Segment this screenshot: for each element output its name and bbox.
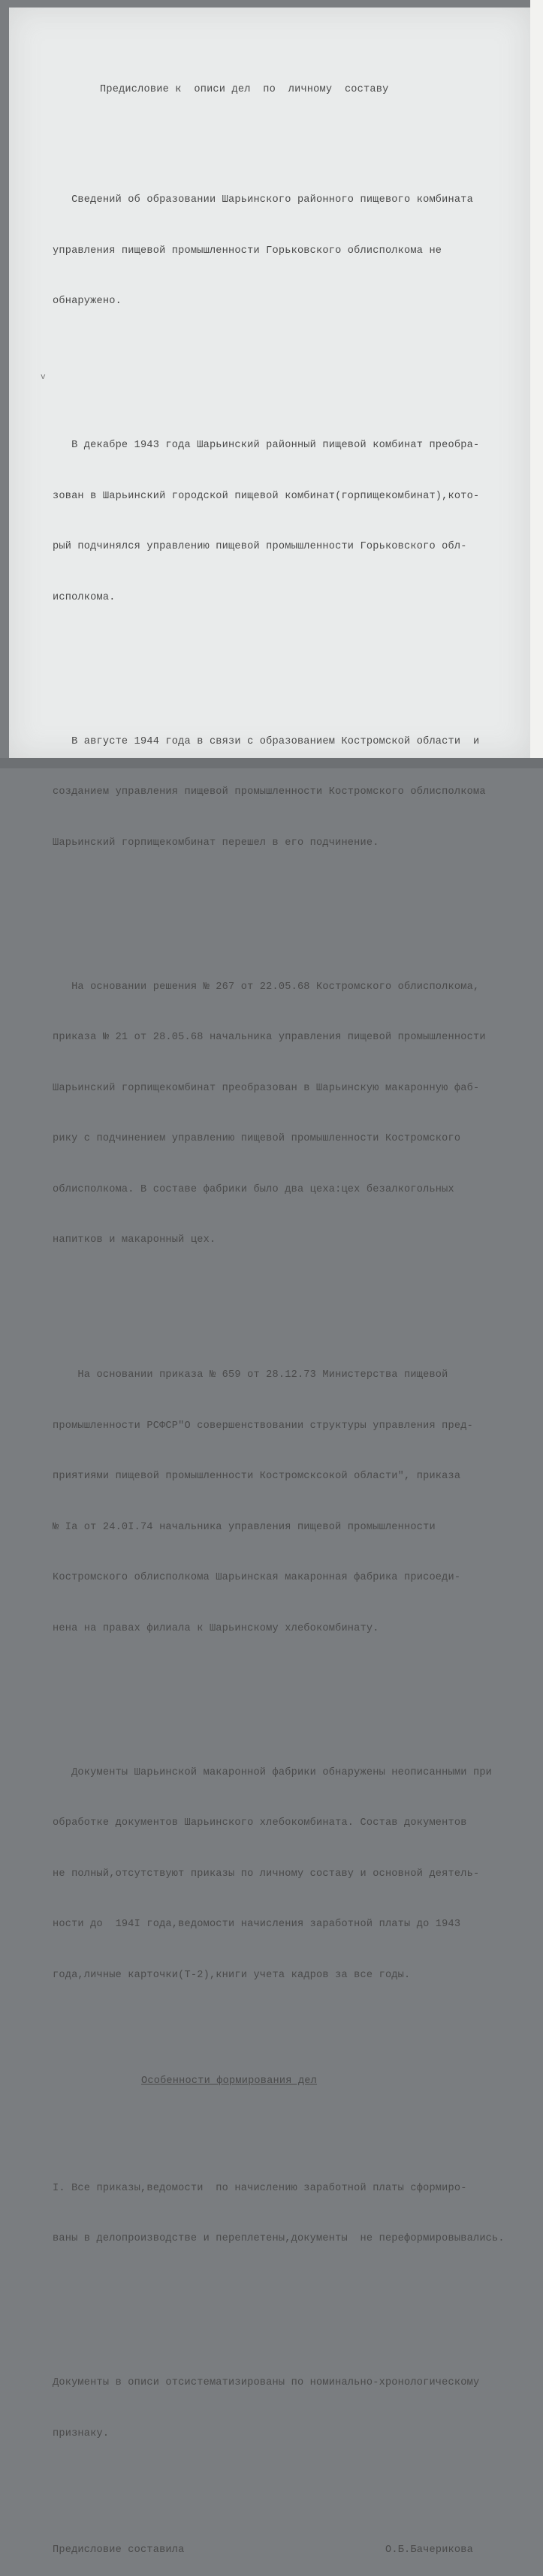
paragraph-6 bbox=[53, 1731, 526, 2018]
text-line: исполкома. bbox=[53, 591, 116, 603]
document-title: Предисловие к описи дел по личному составу bbox=[100, 84, 389, 95]
text-line: обработке документов Шарьинского хлебокомбината. Состав документов bbox=[53, 1817, 467, 1829]
text-line: напитков и макаронный цех. bbox=[53, 1234, 216, 1246]
text-line: управления пищевой промышленности Горьковского облисполкома не bbox=[53, 245, 442, 257]
text-line: созданием управления пищевой промышленности Костромского облисполкома bbox=[53, 786, 486, 798]
margin-mark: v bbox=[41, 373, 46, 382]
text-line: № Iа от 24.0I.74 начальника управления пищевой промышленности bbox=[53, 1521, 436, 1533]
paragraph-1 bbox=[53, 158, 526, 344]
text-line: зован в Шарьинский городской пищевой комбинат(горпищекомбинат),кото- bbox=[53, 490, 480, 502]
signature-block bbox=[53, 2542, 473, 2559]
text-line: Сведений об образовании Шарьинского районного пищевого комбината bbox=[53, 194, 473, 206]
paragraph-4 bbox=[53, 945, 526, 1283]
text-line: На основании решения № 267 от 22.05.68 Костромского облисполкома, bbox=[53, 981, 480, 993]
paragraph-8 bbox=[53, 2341, 526, 2476]
paragraph-5 bbox=[53, 1333, 526, 1671]
text-line: рый подчинялся управлению пищевой промышленности Горьковского обл- bbox=[53, 541, 467, 552]
text-line: рику с подчинением управлению пищевой промышленности Костромского bbox=[53, 1133, 461, 1144]
text-line: приятиями пищевой промышленности Костромсксокой области", приказа bbox=[53, 1471, 461, 1482]
section-subheading: Особенности формирования дел bbox=[141, 2075, 318, 2087]
paragraph-2 bbox=[53, 404, 526, 640]
text-line: I. Все приказы,ведомости по начислению заработной платы сформиро- bbox=[53, 2182, 467, 2194]
text-line: не полный,отсутствуют приказы по личному составу и основной деятель- bbox=[53, 1868, 480, 1880]
text-line: промышленности РСФСР"О совершенствовании структуры управления пред- bbox=[53, 1420, 473, 1432]
text-line: нена на правах филиала к Шарьинскому хлебокомбинату. bbox=[53, 1622, 379, 1634]
text-line: Документы Шарьинской макаронной фабрики обнаружены неописанными при bbox=[53, 1766, 493, 1778]
text-line: приказа № 21 от 28.05.68 начальника управления пищевой промышленности bbox=[53, 1032, 486, 1043]
text-line: Шарьинский горпищекомбинат перешел в его подчинение. bbox=[53, 837, 379, 849]
text-line: обнаружено. bbox=[53, 296, 122, 307]
text-line: Шарьинский горпищекомбинат преобразован в Шарьинскую макаронную фаб- bbox=[53, 1082, 480, 1094]
text-line: Костромского облисполкома Шарьинская макаронная фабрика присоеди- bbox=[53, 1572, 461, 1583]
text-line: признаку. bbox=[53, 2427, 110, 2439]
signature-name: О.Б.Бачерикова bbox=[385, 2544, 473, 2556]
paragraph-7 bbox=[53, 2147, 526, 2282]
paragraph-3 bbox=[53, 700, 526, 886]
text-line: ности до 194I года,ведомости начисления заработной платы до 1943 bbox=[53, 1919, 461, 1930]
text-line: облисполкома. В составе фабрики было два цеха:цех безалкогольных bbox=[53, 1183, 454, 1195]
text-line: В августе 1944 года в связи с образованием Костромской области и bbox=[53, 735, 480, 747]
text-line: Документы в описи отсистематизированы по номинально-хронологическому bbox=[53, 2377, 480, 2388]
text-line: На основании приказа № 659 от 28.12.73 Министерства пищевой bbox=[53, 1369, 448, 1381]
text-line: В декабре 1943 года Шарьинский районный пищевой комбинат преобра- bbox=[53, 440, 480, 451]
text-line: ваны в делопроизводстве и переплетены,документы не переформировывались. bbox=[53, 2233, 505, 2244]
signature-label: Предисловие составила bbox=[53, 2544, 185, 2556]
document-text bbox=[53, 48, 526, 2576]
page-edge bbox=[530, 0, 543, 768]
text-line: года,личные карточки(Т-2),книги учета кадров за все годы. bbox=[53, 1969, 411, 1981]
